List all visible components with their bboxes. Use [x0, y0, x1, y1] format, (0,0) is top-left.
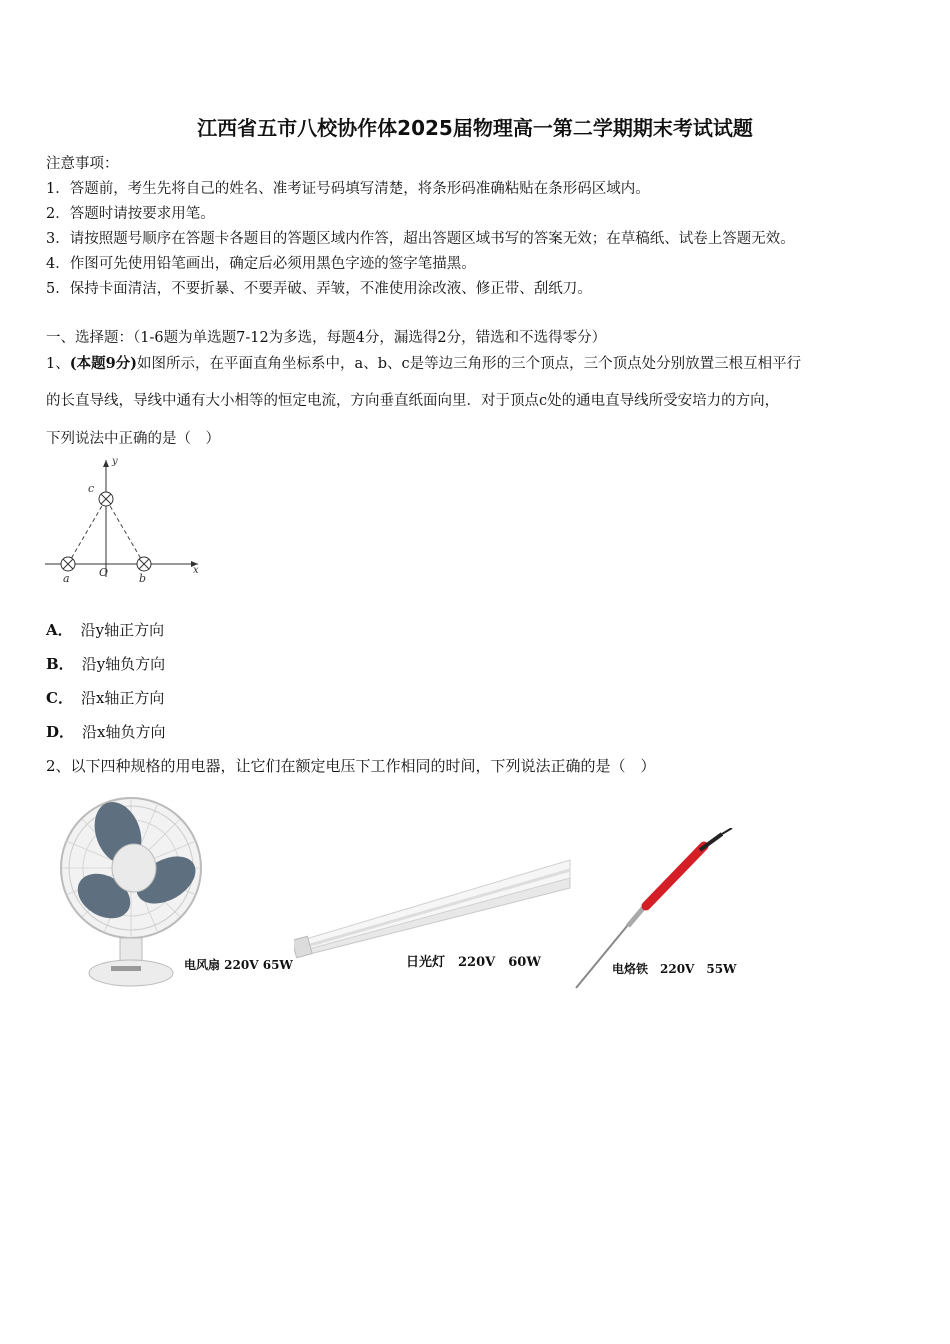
option-d[interactable] — [46, 721, 165, 742]
option-text: 沿x轴正方向 — [80, 689, 165, 707]
note-item: 3．请按照题号顺序在答题卡各题目的答题区域内作答，超出答题区域书写的答案无效；在草稿纸、试卷上答题无效。 — [46, 231, 795, 247]
fan-caption: 电风扇 220V 65W — [184, 958, 293, 972]
q1-number: 1、 — [46, 356, 70, 372]
q1-figure — [40, 452, 210, 587]
side-ac — [68, 499, 106, 564]
option-text: 沿y轴负方向 — [81, 655, 166, 673]
q1-stem-line1 — [46, 352, 801, 373]
note-item: 5．保持卡面清洁，不要折暴、不要弄破、弄皱，不准使用涂改液、修正带、刮纸刀。 — [46, 281, 592, 297]
wire-a-into-page-icon — [61, 557, 75, 571]
lamp-caption: 日光灯 220V 60W — [406, 955, 541, 970]
side-bc — [106, 499, 144, 564]
option-label: D． — [46, 723, 75, 741]
soldering-iron-caption: 电烙铁 220V 55W — [612, 962, 737, 976]
x-label: x — [193, 565, 199, 576]
a-label: a — [63, 572, 70, 585]
origin-label: O — [99, 566, 109, 579]
fluorescent-lamp-image — [294, 858, 572, 958]
b-label: b — [139, 572, 147, 585]
note-item: 2．答题时请按要求用笔。 — [46, 206, 215, 222]
option-a[interactable] — [46, 619, 164, 640]
option-label: A． — [46, 621, 73, 639]
page-title: 江西省五市八校协作体2025届物理高一第二学期期末考试试题 — [197, 116, 753, 140]
wire-b-into-page-icon — [137, 557, 151, 571]
wire-c-into-page-icon — [99, 492, 113, 506]
c-label: c — [88, 482, 95, 495]
option-text: 沿x轴负方向 — [82, 723, 166, 741]
option-b[interactable] — [46, 653, 165, 674]
q1-stem-line3: 下列说法中正确的是（ ） — [46, 431, 220, 447]
q2-stem: 2、以下四种规格的用电器，让它们在额定电压下工作相同的时间，下列说法正确的是（ ） — [46, 757, 656, 775]
section-heading: 一、选择题：（1-6题为单选题7-12为多选，每题4分，漏选得2分，错选和不选得零分） — [46, 330, 607, 346]
appliance-images — [56, 788, 756, 998]
note-item: 4．作图可先使用铅笔画出，确定后必须用黑色字迹的签字笔描黑。 — [46, 256, 476, 272]
q1-score: (本题9分) — [69, 355, 138, 372]
y-label: y — [112, 456, 118, 467]
note-item: 1．答题前，考生先将自己的姓名、准考证号码填写清楚，将条形码准确粘贴在条形码区域内。 — [46, 181, 650, 197]
option-text: 沿y轴正方向 — [80, 621, 165, 639]
option-c[interactable] — [46, 687, 164, 708]
q1-stem-line2: 的长直导线，导线中通有大小相等的恒定电流，方向垂直纸面向里．对于顶点c处的通电直导线所受安培力的方向， — [46, 393, 780, 409]
notes-heading: 注意事项： — [46, 156, 119, 172]
y-axis-arrow — [103, 460, 109, 467]
q1-text: 如图所示，在平面直角坐标系中，a、b、c是等边三角形的三个顶点，三个顶点处分别放置三根互相平行 — [137, 356, 802, 372]
option-label: B． — [46, 655, 74, 673]
option-label: C． — [46, 689, 73, 707]
